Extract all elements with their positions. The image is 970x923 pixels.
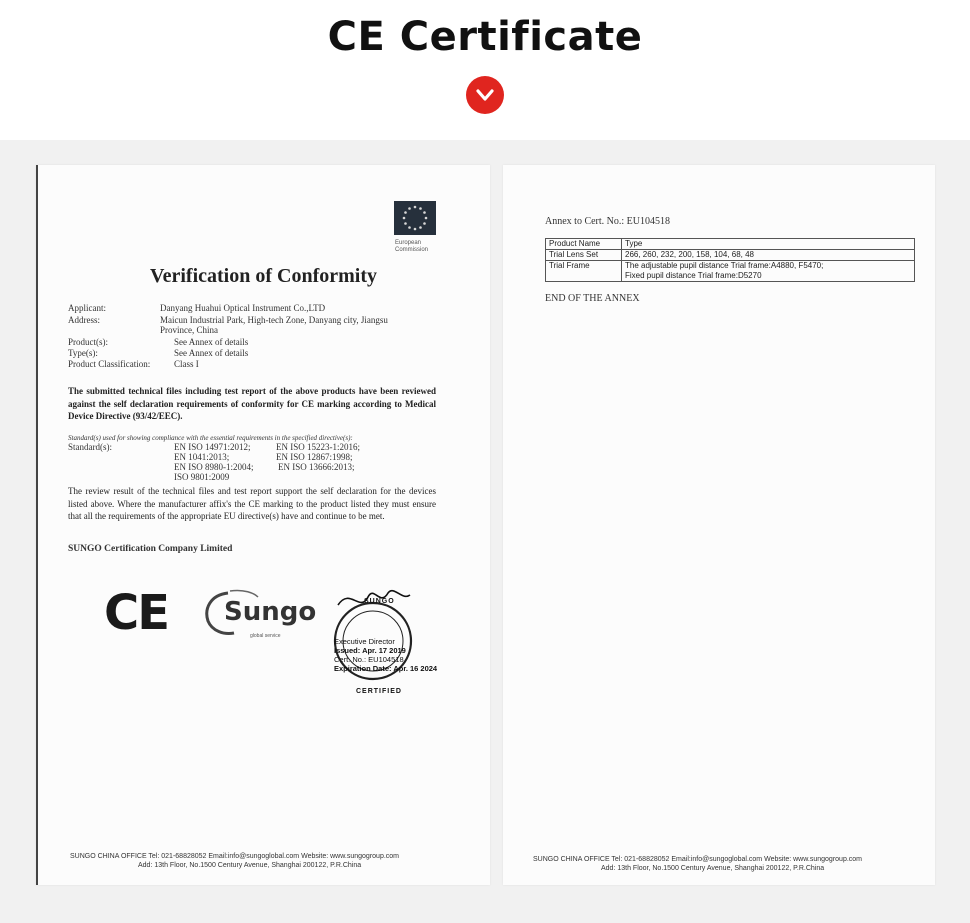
- standards-note: Standard(s) used for showing compliance with the essential requirements in the specified directive(s):: [68, 434, 353, 442]
- table-cell: Trial Frame: [546, 261, 622, 282]
- table-cell: Type: [622, 239, 915, 250]
- company-name: SUNGO Certification Company Limited: [68, 544, 233, 554]
- field-label: Type(s):: [68, 348, 98, 358]
- footer-address: Add: 13th Floor, No.1500 Century Avenue, Shanghai 200122, P.R.China: [601, 865, 825, 872]
- annex-page: [503, 165, 935, 885]
- standard-item: EN ISO 13666:2013;: [278, 462, 355, 472]
- chevron-down-icon: [466, 76, 504, 114]
- eu-flag-icon: [394, 201, 436, 235]
- stamp-issued: Issued: Apr. 17 2019: [334, 646, 406, 655]
- field-value: See Annex of details: [174, 337, 249, 347]
- annex-table: [545, 238, 915, 282]
- review-paragraph: The review result of the technical files and test report support the self declaration for the devices listed above. Where the manufacturer affix's the CE marking to the product listed they must ensure that all the requirements of the appropriate EU directive(s) have and continue to be met.: [68, 486, 436, 521]
- table-cell-line: Fixed pupil distance Trial frame:D5270: [625, 271, 762, 280]
- statement-paragraph: The submitted technical files including test report of the above products have been reviewed against the self declaration requirements of conformity for CE marking according to Medical Device Directive (93/42/EEC).: [68, 386, 436, 421]
- field-label: Product(s):: [68, 337, 108, 347]
- table-cell: [622, 261, 915, 282]
- table-cell: 266, 260, 232, 200, 158, 104, 68, 48: [622, 250, 915, 261]
- table-row: [546, 261, 915, 282]
- table-row: [546, 250, 915, 261]
- page-title: CE Certificate: [327, 14, 643, 60]
- stamp-bottom: CERTIFIED: [356, 688, 402, 695]
- field-value: Province, China: [160, 325, 218, 335]
- document-title: Verification of Conformity: [150, 265, 377, 287]
- footer-contact: SUNGO CHINA OFFICE Tel: 021-68828052 Email:info@sungoglobal.com Website: www.sungogroup.com: [70, 853, 399, 860]
- footer-address: Add: 13th Floor, No.1500 Century Avenue, Shanghai 200122, P.R.China: [138, 862, 362, 869]
- standard-item: EN ISO 15223-1:2016;: [276, 442, 360, 452]
- stamp-cert: Cert. No.: EU104518: [334, 655, 404, 664]
- annex-title: Annex to Cert. No.: EU104518: [545, 216, 670, 227]
- table-cell: Trial Lens Set: [546, 250, 622, 261]
- table-cell-line: The adjustable pupil distance Trial frame:A4880, F5470;: [625, 261, 824, 270]
- field-value: Maicun Industrial Park, High-tech Zone, Danyang city, Jiangsu: [160, 315, 388, 325]
- stamp-top: SUNGO: [364, 598, 395, 605]
- footer-contact: SUNGO CHINA OFFICE Tel: 021-68828052 Email:info@sungoglobal.com Website: www.sungogroup.com: [533, 856, 862, 863]
- sungo-logo-text: Sungo: [224, 597, 317, 627]
- standard-item: ISO 9801:2009: [174, 472, 230, 482]
- standard-item: EN ISO 14971:2012;: [174, 442, 251, 452]
- annex-end-text: END OF THE ANNEX: [545, 293, 640, 304]
- stamp-role: Executive Director: [334, 637, 395, 646]
- standard-item: EN 1041:2013;: [174, 452, 230, 462]
- standards-label: Standard(s):: [68, 442, 112, 452]
- field-value: Class I: [174, 359, 199, 369]
- stamp-expiry: Expiration Date: Apr. 16 2024: [334, 664, 438, 673]
- field-label: Applicant:: [68, 303, 106, 313]
- field-value: Danyang Huahui Optical Instrument Co.,LTD: [160, 303, 326, 313]
- ce-mark-logo: CE: [104, 585, 169, 641]
- field-label: Product Classification:: [68, 359, 151, 369]
- standard-item: EN ISO 8980-1:2004;: [174, 462, 254, 472]
- standard-item: EN ISO 12867:1998;: [276, 452, 353, 462]
- eu-caption: European Commission: [395, 240, 429, 253]
- sungo-logo-sub: global service: [250, 633, 281, 639]
- certificate-page: [36, 165, 490, 885]
- field-value: See Annex of details: [174, 348, 249, 358]
- table-cell: Product Name: [546, 239, 622, 250]
- table-row: [546, 239, 915, 250]
- field-label: Address:: [68, 315, 100, 325]
